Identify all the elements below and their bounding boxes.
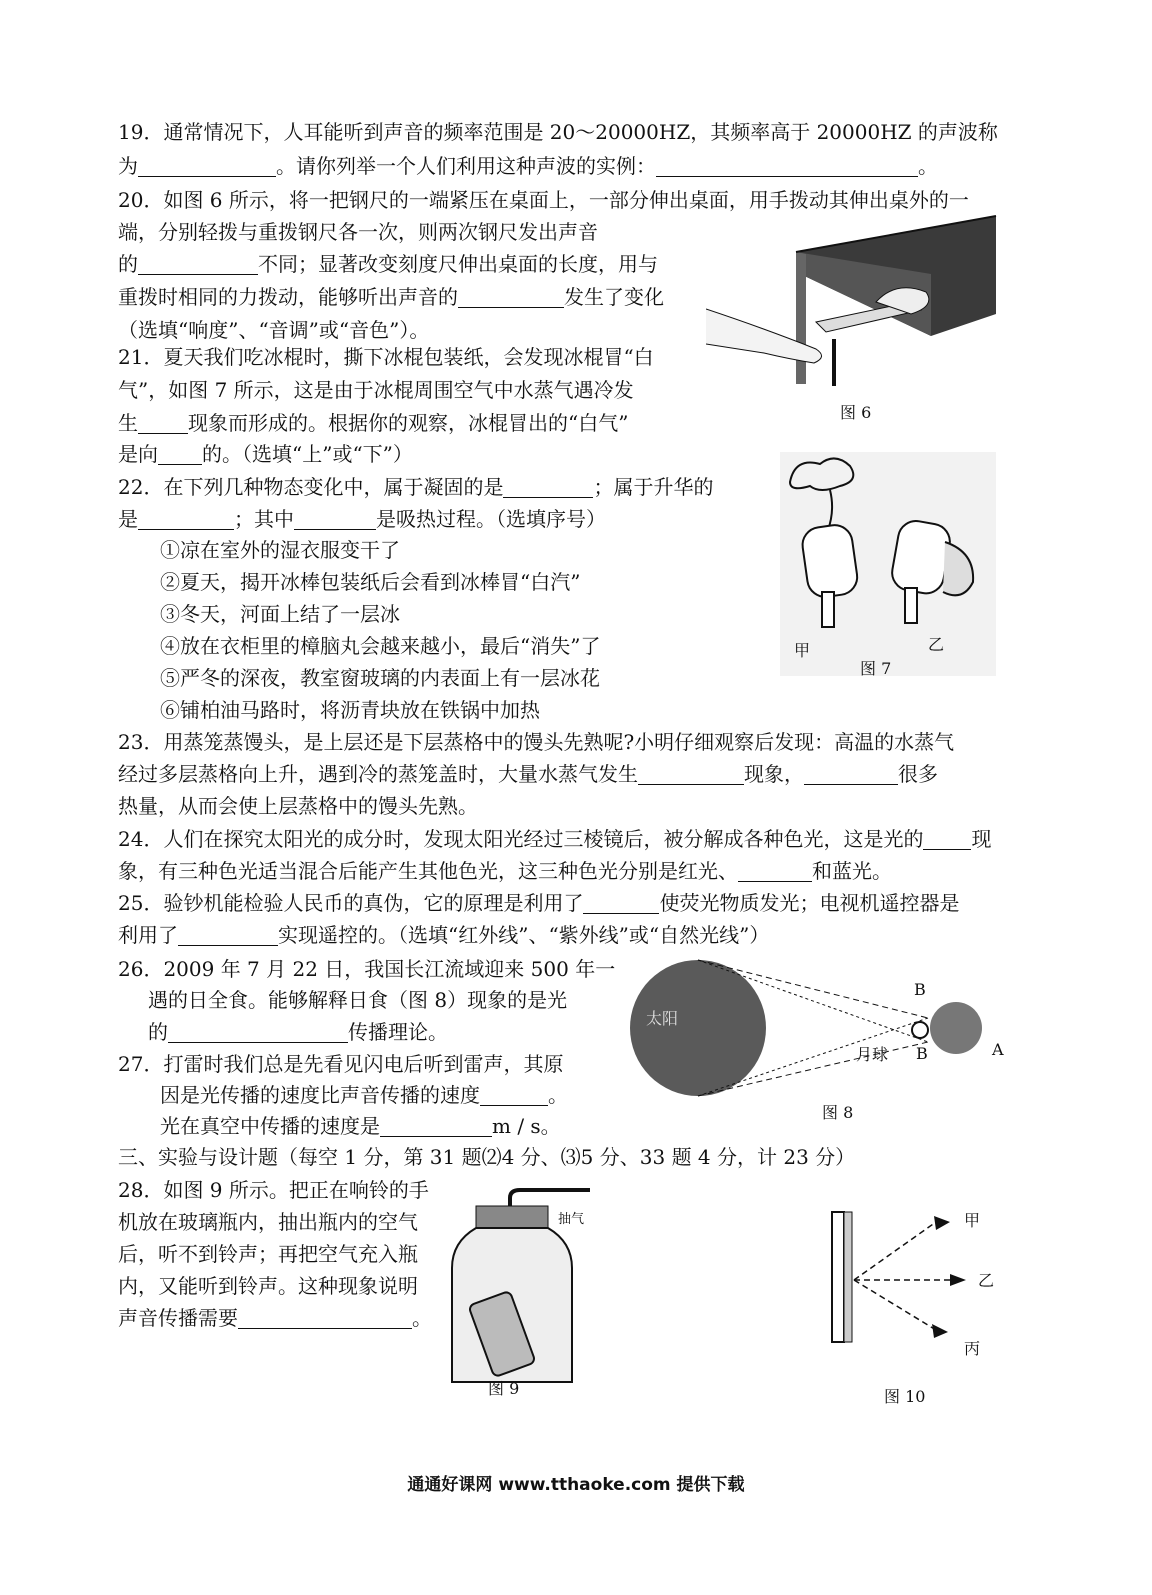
q26-line1: 26．2009 年 7 月 22 日，我国长江流域迎来 500 年一 xyxy=(118,957,616,981)
q22-option-2: ②夏天，揭开冰棒包装纸后会看到冰棒冒“白汽” xyxy=(160,570,581,594)
page-footer: 通通好课网 www.tthaoke.com 提供下载 xyxy=(407,1475,745,1495)
q22-option-6: ⑥铺柏油马路时，将沥青块放在铁锅中加热 xyxy=(160,698,540,722)
figure-6-caption: 图 6 xyxy=(840,403,872,422)
q23-line1: 23．用蒸笼蒸馒头，是上层还是下层蒸格中的馒头先熟呢?小明仔细观察后发现：高温的水蒸气 xyxy=(118,730,955,754)
q20-blank-2[interactable] xyxy=(458,287,564,308)
figure-8-label-moon: 月球 xyxy=(856,1045,889,1064)
q28-line2: 机放在玻璃瓶内，抽出瓶内的空气 xyxy=(118,1210,418,1234)
q21-line3 xyxy=(118,409,628,437)
figure-8-label-b-top: B xyxy=(914,980,926,999)
q19-blank-2[interactable] xyxy=(656,156,918,177)
q27-line3 xyxy=(160,1112,561,1140)
q22-text-e: 是吸热过程。（选填序号） xyxy=(376,507,606,531)
q20-blank-1[interactable] xyxy=(138,254,258,275)
q20-line1: 20．如图 6 所示，将一把钢尺的一端紧压在桌面上，一部分伸出桌面，用手拨动其伸出桌外的一 xyxy=(118,188,969,212)
figure-8-sun-label: 太阳 xyxy=(646,1009,679,1028)
q25-text-d: 实现遥控的。（选填“红外线”、“紫外线”或“自然光线”） xyxy=(278,923,770,947)
ruler-table-image xyxy=(706,214,1006,394)
q21-text-d: 的。（选填“上”或“下”） xyxy=(202,442,413,466)
q28-line3: 后，听不到铃声；再把空气充入瓶 xyxy=(118,1242,418,1266)
q24-line2 xyxy=(118,857,892,885)
solar-eclipse-diagram xyxy=(628,958,1008,1108)
q19-text-b: 。请你列举一个人们利用这种声波的实例： xyxy=(276,154,656,178)
q21-line4 xyxy=(118,440,413,468)
q20-text-b: 不同；显著改变刻度尺伸出桌面的长度，用与 xyxy=(258,252,658,276)
q24-blank-2[interactable] xyxy=(738,861,812,882)
q20-line5: （选填“响度”、“音调”或“音色”）。 xyxy=(118,318,430,342)
q21-text-a: 生 xyxy=(118,411,138,435)
q22-line2 xyxy=(118,505,606,533)
figure-7 xyxy=(780,452,996,676)
figure-8 xyxy=(628,958,1008,1108)
q20-line2: 端，分别轻拨与重拨钢尺各一次，则两次钢尺发出声音 xyxy=(118,220,598,244)
q24-text-b: 现 xyxy=(971,827,992,851)
q21-text-c: 是向 xyxy=(118,442,158,466)
q23-text-a: 经过多层蒸格向上升，遇到冷的蒸笼盖时，大量水蒸气发生 xyxy=(118,762,638,786)
ice-pop-image xyxy=(780,452,996,676)
figure-9-caption: 图 9 xyxy=(488,1379,520,1398)
q23-blank-1[interactable] xyxy=(638,764,744,785)
q23-text-b: 现象， xyxy=(744,762,804,786)
figure-7-label-jia: 甲 xyxy=(794,641,811,660)
q22-text-b: ；属于升华的 xyxy=(593,475,714,499)
q22-text-a: 22．在下列几种物态变化中，属于凝固的是 xyxy=(118,475,504,499)
q19-blank-1[interactable] xyxy=(138,156,276,177)
q22-text-d: ；其中 xyxy=(234,507,294,531)
q22-option-4: ④放在衣柜里的樟脑丸会越来越小，最后“消失”了 xyxy=(160,634,601,658)
figure-10-label-bing: 丙 xyxy=(964,1339,981,1358)
q20-text-c: 重拨时相同的力拨动，能够听出声音的 xyxy=(118,285,458,309)
q28-text-b: 。 xyxy=(412,1306,432,1330)
q24-text-a: 24．人们在探究太阳光的成分时，发现太阳光经过三棱镜后，被分解成各种色光，这是光的 xyxy=(118,827,924,851)
figure-10 xyxy=(826,1206,1006,1406)
q23-line3: 热量，从而会使上层蒸格中的馒头先熟。 xyxy=(118,794,478,818)
q26-line3 xyxy=(148,1018,448,1046)
q27-line2 xyxy=(160,1081,568,1109)
q28-text-a: 声音传播需要 xyxy=(118,1306,238,1330)
q26-text-a: 的 xyxy=(148,1020,168,1044)
q27-line1: 27．打雷时我们总是先看见闪电后听到雷声，其原 xyxy=(118,1052,564,1076)
q22-blank-3[interactable] xyxy=(294,509,376,530)
q24-text-c: 象，有三种色光适当混合后能产生其他色光，这三种色光分别是红光、 xyxy=(118,859,738,883)
q23-line2 xyxy=(118,760,938,788)
q20-text-d: 发生了变化 xyxy=(564,285,664,309)
q25-text-a: 25．验钞机能检验人民币的真伪，它的原理是利用了 xyxy=(118,891,584,915)
q22-text-c: 是 xyxy=(118,507,138,531)
q22-option-1: ①凉在室外的湿衣服变干了 xyxy=(160,538,400,562)
figure-10-caption: 图 10 xyxy=(884,1387,926,1406)
q27-text-a: 因是光传播的速度比声音传播的速度 xyxy=(160,1083,480,1107)
q25-line1 xyxy=(118,889,959,917)
q25-text-c: 利用了 xyxy=(118,923,178,947)
q19-line2 xyxy=(118,152,938,180)
q25-line2 xyxy=(118,921,769,949)
figure-9 xyxy=(440,1186,600,1396)
figure-9-air-label: 抽气 xyxy=(558,1212,585,1227)
figure-8-label-b-bottom: B xyxy=(916,1044,928,1063)
q25-blank-1[interactable] xyxy=(583,893,659,914)
q21-blank-2[interactable] xyxy=(158,444,202,465)
q25-blank-2[interactable] xyxy=(178,925,278,946)
q28-line4: 内，又能听到铃声。这种现象说明 xyxy=(118,1274,418,1298)
q20-line4 xyxy=(118,283,664,311)
q21-blank-1[interactable] xyxy=(138,413,188,434)
q21-line1: 21．夏天我们吃冰棍时，撕下冰棍包装纸，会发现冰棍冒“白 xyxy=(118,345,654,369)
q19-text-a: 为 xyxy=(118,154,138,178)
q25-text-b: 使荧光物质发光；电视机遥控器是 xyxy=(659,891,960,915)
figure-8-label-a: A xyxy=(992,1040,1004,1059)
q22-option-5: ⑤严冬的深夜，教室窗玻璃的内表面上有一层冰花 xyxy=(160,666,600,690)
q28-line1: 28．如图 9 所示。把正在响铃的手 xyxy=(118,1178,429,1202)
figure-7-label-yi: 乙 xyxy=(928,635,945,654)
figure-6 xyxy=(706,214,1006,394)
q22-blank-1[interactable] xyxy=(503,477,593,498)
q27-text-c: 光在真空中传播的速度是 xyxy=(160,1114,380,1138)
q24-line1 xyxy=(118,825,991,853)
q26-line2: 遇的日全食。能够解释日食（图 8）现象的是光 xyxy=(148,988,568,1012)
section-3-heading: 三、实验与设计题（每空 1 分，第 31 题⑵4 分、⑶5 分、33 题 4 分，计 23 分） xyxy=(118,1145,856,1169)
q20-text-a: 的 xyxy=(118,252,138,276)
q28-line5 xyxy=(118,1304,432,1332)
q27-blank-2[interactable] xyxy=(380,1116,492,1137)
figure-10-label-jia: 甲 xyxy=(964,1211,981,1230)
q22-line1 xyxy=(118,473,713,501)
figure-7-caption: 图 7 xyxy=(860,659,892,678)
q22-option-3: ③冬天，河面上结了一层冰 xyxy=(160,602,400,626)
q27-blank-1[interactable] xyxy=(480,1085,548,1106)
q21-text-b: 现象而形成的。根据你的观察，冰棍冒出的“白气” xyxy=(188,411,629,435)
q24-text-d: 和蓝光。 xyxy=(812,859,892,883)
q19-line1: 19．通常情况下，人耳能听到声音的频率范围是 20～20000HZ，其频率高于 20000HZ 的声波称 xyxy=(118,120,998,144)
q23-blank-2[interactable] xyxy=(804,764,898,785)
q26-blank-1[interactable] xyxy=(168,1022,348,1043)
figure-10-label-yi: 乙 xyxy=(978,1271,995,1290)
q22-blank-2[interactable] xyxy=(138,509,234,530)
q24-blank-1[interactable] xyxy=(923,829,971,850)
q19-text-c: 。 xyxy=(918,154,938,178)
figure-8-caption: 图 8 xyxy=(822,1103,854,1122)
q27-text-b: 。 xyxy=(548,1083,568,1107)
q28-blank-1[interactable] xyxy=(238,1308,412,1329)
q20-line3 xyxy=(118,250,658,278)
q21-line2: 气”，如图 7 所示，这是由于冰棍周围空气中水蒸气遇冷发 xyxy=(118,378,634,402)
q27-text-d: m / s。 xyxy=(492,1114,561,1138)
q26-text-b: 传播理论。 xyxy=(348,1020,448,1044)
q23-text-c: 很多 xyxy=(898,762,938,786)
